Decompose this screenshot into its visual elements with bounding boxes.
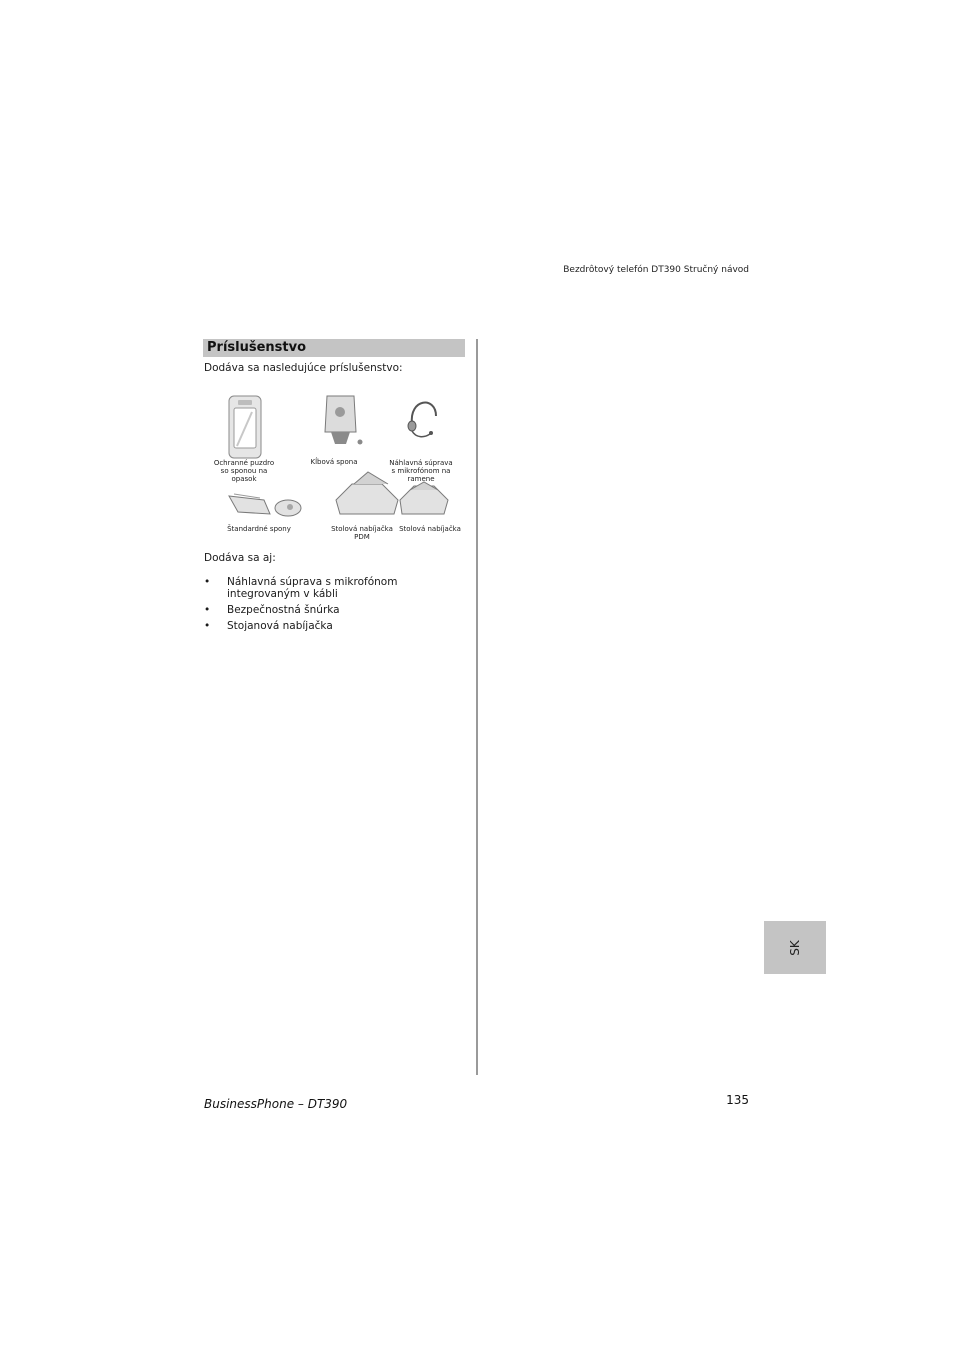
bullet-marker: •	[204, 576, 211, 588]
column-divider	[476, 339, 478, 1075]
caption-hinge-clip: Kĺbová spona	[310, 458, 358, 466]
hinge-clip-image	[325, 396, 363, 445]
caption-headset: Náhlavná súprava s mikrofónom na ramene	[389, 459, 453, 483]
footer-product: BusinessPhone – DT390	[204, 1097, 348, 1111]
language-tab	[764, 921, 826, 974]
caption-desktop-charger-pdm: Stolová nabíjačka PDM	[331, 525, 393, 541]
bullet-list	[204, 576, 466, 636]
page-number: 135	[726, 1093, 749, 1107]
list-item	[204, 576, 466, 600]
list-item	[204, 620, 466, 632]
list-item-text: Náhlavná súprava s mikrofónom integrovaným v kábli	[227, 576, 398, 600]
bullet-marker: •	[204, 604, 211, 616]
caption-desktop-charger: Stolová nabíjačka	[399, 525, 461, 533]
section-heading-bar	[203, 339, 465, 357]
headset-image	[408, 403, 436, 437]
section-title: Príslušenstvo	[207, 340, 307, 355]
bullet-marker: •	[204, 620, 211, 632]
standard-clips-image	[229, 494, 301, 516]
caption-standard-clips: Štandardné spony	[227, 525, 291, 533]
running-header: Bezdrôtový telefón DT390 Stručný návod	[563, 265, 749, 275]
list-item	[204, 604, 466, 616]
list-item-text: Bezpečnostná šnúrka	[227, 604, 340, 616]
caption-holder: Ochranné puzdro so sponou na opasok	[213, 459, 275, 483]
desktop-charger-image	[400, 482, 448, 514]
holder-case-image	[229, 396, 261, 458]
also-supplied-paragraph: Dodáva sa aj:	[204, 552, 276, 564]
list-item-text: Stojanová nabíjačka	[227, 620, 333, 632]
accessories-figure	[204, 388, 466, 546]
language-tab-label: SK	[788, 939, 802, 956]
intro-paragraph: Dodáva sa nasledujúce príslušenstvo:	[204, 362, 403, 374]
